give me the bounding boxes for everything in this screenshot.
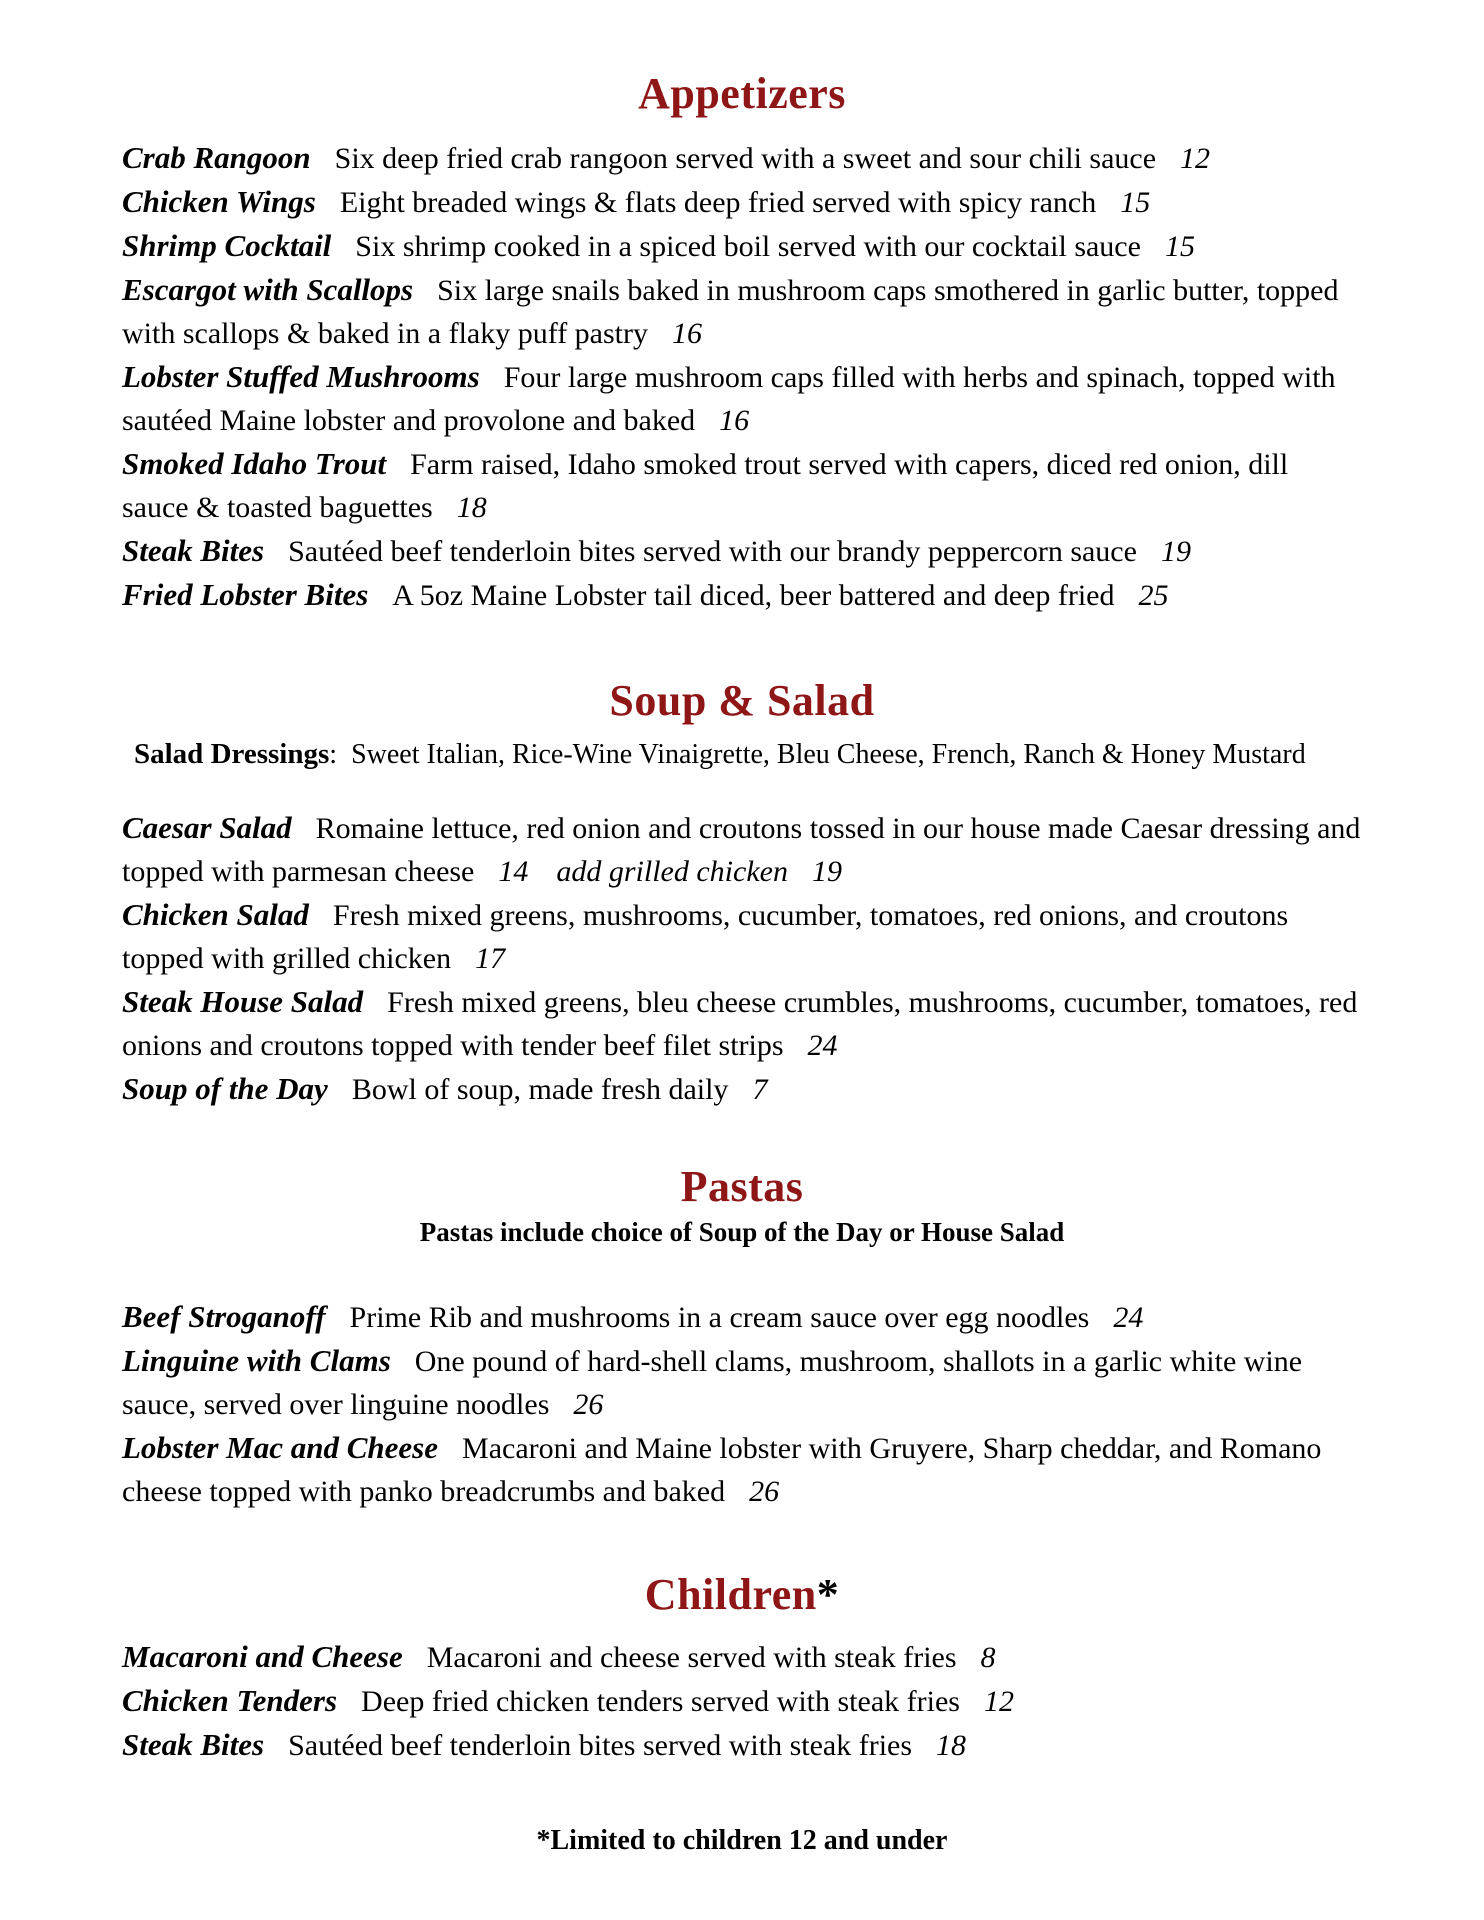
menu-item-linguine-with-clams	[122, 1339, 1362, 1426]
menu-item-fried-lobster-bites	[122, 573, 1362, 617]
section-title-appetizers: Appetizers	[638, 69, 846, 118]
item-name: Chicken Tenders	[122, 1683, 338, 1718]
section-pastas	[122, 1163, 1362, 1513]
item-price: 24	[1113, 1301, 1144, 1334]
item-description: Bowl of soup, made fresh daily	[351, 1073, 729, 1106]
item-description: Fresh mixed greens, mushrooms, cucumber, tomatoes, red onions, and croutons topped with grilled chicken	[122, 899, 1289, 975]
item-description: Macaroni and cheese served with steak fries	[426, 1641, 957, 1674]
item-description: Macaroni and Maine lobster with Gruyere, Sharp cheddar, and Romano cheese topped with panko breadcrumbs and baked	[122, 1432, 1322, 1508]
item-price: 12	[983, 1685, 1014, 1718]
menu-item-shrimp-cocktail	[122, 224, 1362, 268]
item-name: Steak Bites	[122, 1727, 265, 1762]
item-price: 12	[1180, 142, 1211, 175]
item-description: Farm raised, Idaho smoked trout served with capers, diced red onion, dill sauce & toasted baguettes	[122, 448, 1289, 524]
children-age-footnote: *Limited to children 12 and under	[536, 1825, 948, 1856]
item-price: 7	[752, 1073, 768, 1106]
item-name: Linguine with Clams	[122, 1343, 391, 1378]
children-title-asterisk: *	[816, 1570, 840, 1619]
item-price: 26	[749, 1475, 780, 1508]
item-name: Chicken Salad	[122, 897, 309, 932]
item-name: Steak Bites	[122, 533, 265, 568]
item-name: Lobster Stuffed Mushrooms	[122, 359, 480, 394]
item-price: 24	[807, 1029, 838, 1062]
item-description: Romaine lettuce, red onion and croutons tossed in our house made Caesar dressing and topped with parmesan cheese	[122, 812, 1361, 888]
menu-item-lobster-stuffed-mushrooms	[122, 355, 1362, 442]
item-description: Six large snails baked in mushroom caps smothered in garlic butter, topped with scallops & baked in a flaky puff pastry	[122, 274, 1339, 350]
section-title-children	[122, 1571, 1362, 1619]
item-name: Soup of the Day	[122, 1071, 328, 1106]
item-description: Sautéed beef tenderloin bites served with steak fries	[288, 1729, 913, 1762]
section-appetizers	[122, 70, 1362, 617]
item-name: Escargot with Scallops	[122, 272, 414, 307]
item-description: Prime Rib and mushrooms in a cream sauce over egg noodles	[349, 1301, 1090, 1334]
item-price: 18	[936, 1729, 967, 1762]
menu-item-caesar-salad	[122, 806, 1362, 893]
item-description: Sautéed beef tenderloin bites served with our brandy peppercorn sauce	[288, 535, 1137, 568]
item-price: 19	[1160, 535, 1191, 568]
salad-dressings-list: Sweet Italian, Rice-Wine Vinaigrette, Bleu Cheese, French, Ranch & Honey Mustard	[351, 739, 1306, 770]
item-description: Eight breaded wings & flats deep fried served with spicy ranch	[339, 186, 1097, 219]
item-description: Deep fried chicken tenders served with steak fries	[361, 1685, 960, 1718]
menu-item-chicken-tenders	[122, 1679, 1362, 1723]
item-name: Fried Lobster Bites	[122, 577, 369, 612]
menu-item-steak-bites	[122, 529, 1362, 573]
menu-item-steak-house-salad	[122, 980, 1362, 1067]
menu-item-chicken-wings	[122, 180, 1362, 224]
item-price: 15	[1120, 186, 1151, 219]
item-description: Four large mushroom caps filled with herbs and spinach, topped with sautéed Maine lobster and provolone and baked	[122, 361, 1336, 437]
salad-dressings-colon: :	[329, 739, 338, 770]
section-title-soup-and-salad: Soup & Salad	[609, 676, 875, 725]
item-price: 25	[1138, 579, 1169, 612]
children-title-text: Children	[644, 1570, 817, 1619]
menu-item-soup-of-the-day	[122, 1067, 1362, 1111]
item-price: 14	[498, 855, 529, 888]
item-description: Six shrimp cooked in a spiced boil served with our cocktail sauce	[355, 230, 1141, 263]
menu-item-escargot-with-scallops	[122, 268, 1362, 355]
item-price: 16	[672, 317, 702, 350]
item-name: Caesar Salad	[122, 810, 292, 845]
menu-item-chicken-salad	[122, 893, 1362, 980]
pastas-subtitle: Pastas include choice of Soup of the Day or House Salad	[419, 1217, 1065, 1247]
item-price: 16	[719, 404, 750, 437]
section-soup-and-salad	[122, 677, 1362, 1111]
item-price: 26	[573, 1388, 604, 1421]
item-name: Macaroni and Cheese	[122, 1639, 403, 1674]
item-description: Six deep fried crab rangoon served with a sweet and sour chili sauce	[334, 142, 1157, 175]
menu-item-lobster-mac-and-cheese	[122, 1426, 1362, 1513]
salad-dressings-note	[134, 735, 1362, 774]
item-addon-price: 19	[811, 855, 842, 888]
item-description: A 5oz Maine Lobster tail diced, beer battered and deep fried	[392, 579, 1115, 612]
menu-item-beef-stroganoff	[122, 1295, 1362, 1339]
menu-item-crab-rangoon	[122, 136, 1362, 180]
item-name: Lobster Mac and Cheese	[122, 1430, 439, 1465]
item-price: 17	[475, 942, 506, 975]
item-name: Crab Rangoon	[122, 140, 311, 175]
item-price: 18	[456, 491, 487, 524]
item-description: Fresh mixed greens, bleu cheese crumbles, mushrooms, cucumber, tomatoes, red onions and croutons topped with tender beef filet strips	[122, 986, 1358, 1062]
menu-item-steak-bites-children	[122, 1723, 1362, 1767]
item-name: Beef Stroganoff	[122, 1299, 326, 1334]
menu-item-macaroni-and-cheese	[122, 1635, 1362, 1679]
item-description: One pound of hard-shell clams, mushroom, shallots in a garlic white wine sauce, served over linguine noodles	[122, 1345, 1303, 1421]
item-addon-label: add grilled chicken	[556, 855, 788, 888]
section-children	[122, 1571, 1362, 1767]
item-price: 15	[1164, 230, 1195, 263]
salad-dressings-label: Salad Dressings	[134, 738, 330, 770]
item-price: 8	[980, 1641, 996, 1674]
item-name: Shrimp Cocktail	[122, 228, 332, 263]
item-name: Smoked Idaho Trout	[122, 446, 387, 481]
menu-item-smoked-idaho-trout	[122, 442, 1362, 529]
item-name: Steak House Salad	[122, 984, 364, 1019]
section-title-pastas: Pastas	[680, 1162, 804, 1211]
item-name: Chicken Wings	[122, 184, 316, 219]
